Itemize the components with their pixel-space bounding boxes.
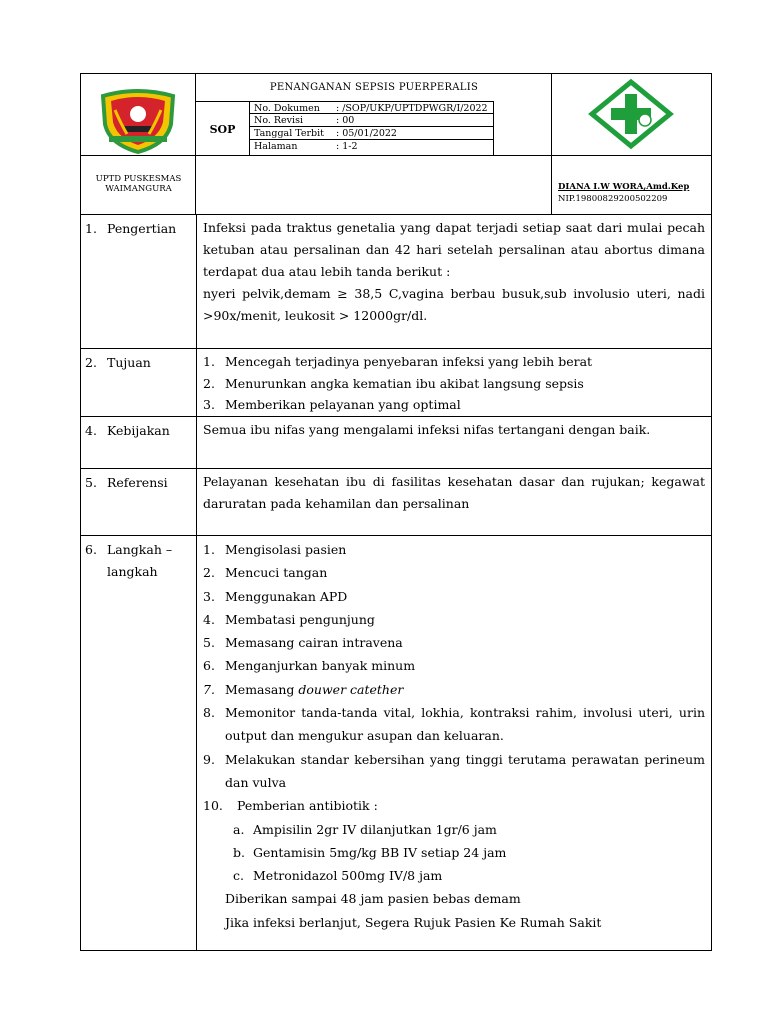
signs-paragraph: nyeri pelvik,demam ≥ 38,5 C,vagina berbau busuk,sub involusio uteri, nadi >90x/menit, leukosit > 12000gr/dl. (203, 286, 705, 323)
meta-row-revision: No. Revisi : 00 (250, 114, 493, 127)
sop-label: SOP (196, 101, 250, 156)
document-meta (250, 101, 494, 156)
section-content (197, 417, 711, 441)
step-item: 3. Menggunakan APD (203, 588, 348, 604)
antibiotic-item: c. Metronidazol 500mg IV/8 jam (233, 868, 443, 884)
step-item: 7. Memasang douwer catether (203, 681, 404, 697)
health-cross-cell (552, 74, 711, 156)
section-kebijakan (81, 417, 711, 469)
step-item: 5. Memasang cairan intravena (203, 635, 403, 651)
antibiotic-item: a. Ampisilin 2gr IV dilanjutkan 1gr/6 jam (233, 821, 497, 837)
step-item: 1. Mengisolasi pasien (203, 542, 347, 557)
referral-note: Jika infeksi berlanjut, Segera Rujuk Pasien Ke Rumah Sakit (225, 914, 602, 930)
meta-row-document-number: No. Dokumen : /SOP/UKP/UPTDPWGR/I/2022 (250, 101, 493, 114)
document-title: PENANGANAN SEPSIS PUERPERALIS (269, 82, 479, 93)
antibiotic-item: b. Gentamisin 5mg/kg BB IV setiap 24 jam (233, 844, 507, 860)
sop-document (80, 73, 712, 951)
step-item: 6. Menganjurkan banyak minum (203, 658, 416, 674)
step-item: 10. Pemberian antibiotik : (203, 798, 378, 814)
section-label: 5. Referensi (81, 469, 197, 535)
section-referensi (81, 469, 711, 536)
section-label: 1. Pengertian (81, 215, 197, 348)
section-tujuan (81, 349, 711, 417)
signer-nip: NIP.19800829200502209 (558, 194, 668, 204)
list-item: 1. Mencegah terjadinya penyebaran infeksi yang lebih berat (203, 354, 593, 369)
section-label: 2. Tujuan (81, 349, 197, 416)
section-label: 4. Kebijakan (81, 417, 197, 468)
unit-name-line2: WAIMANGURA (105, 184, 172, 194)
meta-row-issue-date: Tanggal Terbit : 05/01/2022 (250, 127, 493, 140)
unit-name-line1: UPTD PUSKESMAS (95, 174, 182, 184)
section-content (197, 536, 711, 934)
document-header (81, 74, 711, 215)
reference-text: Pelayanan kesehatan ibu di fasilitas kesehatan dasar dan rujukan; kegawat daruratan pada kehamilan dan persalinan (203, 474, 705, 511)
signer-name: DIANA I.W WORA,Amd.Kep (558, 182, 690, 192)
section-langkah (81, 536, 711, 950)
list-item: 2. Menurunkan angka kematian ibu akibat langsung sepsis (203, 375, 584, 391)
section-content (197, 469, 711, 515)
meta-row-page: Halaman : 1-2 (254, 141, 358, 152)
step-item: 4. Membatasi pengunjung (203, 611, 375, 627)
section-content (197, 349, 711, 416)
section-pengertian (81, 215, 711, 349)
policy-text: Semua ibu nifas yang mengalami infeksi nifas tertangani dengan baik. (203, 422, 651, 437)
definition-paragraph: Infeksi pada traktus genetalia yang dapat terjadi setiap saat dari mulai pecah ketuban atau persalinan dan 42 hari setelah persalinan atau abortus dimana terdapat dua atau lebih tanda berikut : (203, 220, 705, 279)
step-item: 9. Melakukan standar kebersihan yang tinggi terutama perawatan perineum dan vulva (203, 751, 705, 790)
regency-logo-cell (81, 74, 196, 156)
list-item: 3. Memberikan pelayanan yang optimal (203, 397, 461, 412)
title-cell (196, 74, 552, 156)
section-label: 6. Langkah – langkah (81, 536, 197, 950)
regency-logo-icon (81, 74, 196, 156)
section-content (197, 215, 711, 327)
step-item: 2. Mencuci tangan (203, 565, 328, 581)
health-cross-icon (552, 74, 711, 156)
blank-cell (196, 156, 552, 214)
signature-cell (552, 156, 711, 214)
antibiotic-duration-note: Diberikan sampai 48 jam pasien bebas demam (225, 891, 521, 907)
step-item: 8. Memonitor tanda-tanda vital, lokhia, kontraksi rahim, involusi uteri, urin output dan mengukur asupan dan keluaran. (203, 705, 705, 744)
unit-cell (81, 156, 196, 214)
